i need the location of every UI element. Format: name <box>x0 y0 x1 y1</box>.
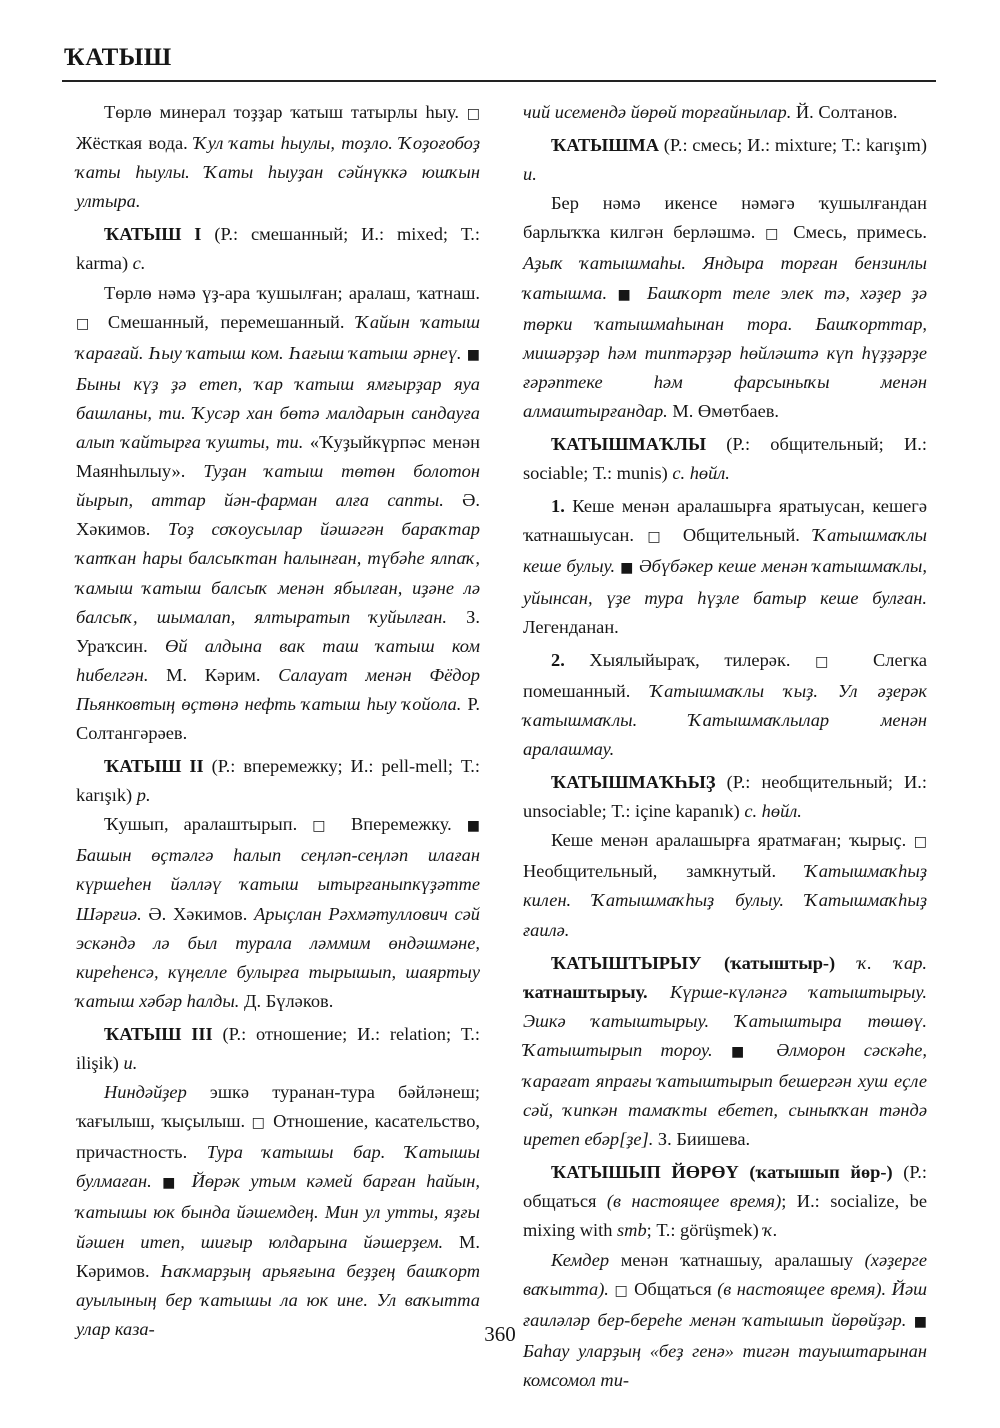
text-run: Й. Солтанов. <box>791 102 898 122</box>
quotation-marker: ■ <box>620 560 634 577</box>
dictionary-paragraph <box>523 826 927 944</box>
example-text: Ҡул ҡаты һыулы, тоҙло. Ҡоҙоғобоҙ ҡаты һыулы. Ҡаты һыуҙан сәйнүккә юшҡын ултыра. <box>76 133 480 212</box>
example-text: Йөрәк утым кәмей барған һайын, ҡатышы юк бында йәшемдең. Мин ул утты, яҙғы йәшен итеп, шиғыр юлдарына йәшерҙем. <box>76 1171 480 1252</box>
text-run: М. Өмөтбаев. <box>667 400 780 421</box>
example-text: (в настоящее время). Йәш ғаиләләр бер-береһе менән ҡатышып йөрөйҙәр. <box>523 1278 927 1330</box>
grammar-abbreviation: и. <box>123 1053 138 1073</box>
example-text: Быны күҙ ҙә етеп, ҡар ҡатыш ямғырҙар яуа башланы, ти. Ҡусәр хан бөтә малдарын сандауға алып ҡайтырға ҡушты, ти. <box>76 373 480 453</box>
quotation-marker: ■ <box>913 1313 928 1330</box>
dictionary-paragraph <box>523 131 927 189</box>
translation-marker: □ <box>251 1115 267 1132</box>
text-run: (Р.: отношение; И.: relation; Т.: ilişik) <box>76 1023 480 1073</box>
example-text: Һаҡмарҙың арьяғына беҙҙең башҡорт ауылының бер ҡатышы ла юк ине. Ул ваҡытта улар каза- <box>76 1260 480 1339</box>
example-text: Салауат менән Фёдор Пьянковтың өҫтөнә нефть ҡатыш һыу ҡойола. <box>76 664 480 714</box>
text-run <box>181 1171 191 1191</box>
headword: ҠАТЫШТЫРЫУ (ҡатыштыр-) <box>551 952 836 973</box>
text-run <box>713 1040 731 1060</box>
text-run: Төрлө нәмә үҙ-ара ҡушылған; аралаш, ҡатнаш. <box>104 282 480 303</box>
text-run: Хыялыйыраҡ, тилерәк. <box>564 649 816 670</box>
dictionary-paragraph <box>76 752 480 810</box>
text-run <box>648 982 670 1002</box>
headword: ҡатнаштырыу. <box>523 981 648 1002</box>
example-text: Өй алдына вак таш ҡатыш ком һибелгән. <box>76 635 480 685</box>
text-run: Бер нәмә икенсе нәмәгә ҡушылғандан барлыҡҡа килгән берләшмә. <box>523 193 927 243</box>
text-run <box>758 1040 776 1060</box>
page-number: 360 <box>484 1322 516 1346</box>
text-run: менән ҡатнашыу, аралашыу <box>609 1249 865 1270</box>
example-text: Ҡатышмаҡлы кеше булыу. <box>523 525 927 577</box>
dictionary-paragraph <box>76 1020 480 1078</box>
headword: ҠАТЫШМА <box>551 135 660 156</box>
dictionary-paragraph <box>523 430 927 488</box>
quotation-marker: ■ <box>466 346 480 363</box>
translation-marker: □ <box>466 106 480 122</box>
dictionary-paragraph <box>76 279 480 749</box>
text-run <box>607 283 617 303</box>
grammar-abbreviation: с. һөйл. <box>672 463 730 484</box>
dictionary-paragraph <box>523 492 927 641</box>
header-rule <box>62 80 936 82</box>
dictionary-paragraph <box>76 98 480 216</box>
example-text: Тура ҡатышы бар. Ҡатышы булмаған. <box>76 1142 480 1192</box>
text-run: Кеше менән аралашырға яратмаған; ҡырыҫ. <box>551 830 914 851</box>
translation-marker: □ <box>913 834 927 851</box>
text-run: Легенданан. <box>523 616 619 637</box>
dictionary-paragraph <box>523 646 927 764</box>
text-run: З. Ураҡсин. <box>76 606 480 656</box>
grammar-abbreviation: с. <box>132 253 146 274</box>
text-run: (Р.: общительный; И.: sociable; Т.: munis) <box>523 434 927 484</box>
example-text: Тоҙ соҡоусылар йәшәгән бараҡтар ҡатҡан һары балсыҡтан һалынған, түбәһе ялпаҡ, ҡамыш ҡатыш балсыҡ менән ябылған, иҙәне лә балсыҡ, шымалап, ялтыратып ҡуйылған. <box>76 519 480 627</box>
example-text: чий исемендә йөрөй торғайнылар. <box>523 102 792 122</box>
example-text: Баһау уларҙың «беҙ генә» тигән тауыштарынан комсомол ти- <box>523 1340 927 1390</box>
example-text: Туҙан ҡатыш төтөн болотон йырып, аттар йән-фарман алға сапты. <box>76 461 480 511</box>
text-run: «Ҡуҙыйкүрпәс менән Маянһылыу». <box>76 432 480 482</box>
translation-marker: □ <box>647 529 670 546</box>
grammar-abbreviation: р. <box>136 785 151 806</box>
quotation-marker: ■ <box>730 1043 758 1060</box>
right-column <box>523 98 927 1395</box>
dictionary-paragraph <box>523 1246 927 1395</box>
text-run: (Р.: смесь; И.: mixture; Т.: karışım) <box>659 135 927 156</box>
text-run: Общаться <box>628 1278 718 1299</box>
translation-marker: □ <box>312 818 336 835</box>
text-run: Ә. Хәкимов. <box>141 903 255 924</box>
text-run: (Р.: вперемежку; И.: pell-mell; Т.: karışık) <box>76 756 481 806</box>
text-run: ; И.: socialize, be mixing with <box>523 1191 927 1241</box>
text-run: М. Кәрим. <box>148 664 279 685</box>
example-text: Башҡорт теле элек тә, хәҙер ҙә төрки ҡатышмаһынан тора. Башҡорттар, мишәрҙәр һәм типтәрҙәр һөйләштә күп һүҙҙәрҙе ғәрәптеке һәм фарсыныҡы менән алмаштырғандар. <box>523 282 927 421</box>
dictionary-paragraph <box>523 1158 927 1245</box>
example-text: Әлморон сәскәһе, ҡарағат япрағы ҡатыштырып бешергән хуш еҫле сәй, ҡипкән тамаҡты ебетеп, сыныҡҡан тәндә иретеп ебәр[ҙе]. <box>523 1039 927 1150</box>
text-run: Төрлө минерал тоҙҙар ҡатыш татырлы һыу. <box>104 102 467 122</box>
text-run: ; Т.: görüşmek) <box>646 1220 764 1241</box>
example-text: (хәҙерге ваҡытта). <box>523 1249 927 1299</box>
text-run: Кеше менән аралашырға яратыусан, кешегә ҡатнашыусан. <box>523 496 927 546</box>
dictionary-paragraph <box>523 98 927 127</box>
quotation-marker: ■ <box>162 1175 182 1192</box>
quotation-marker: ■ <box>466 818 480 835</box>
quotation-marker: ■ <box>617 286 637 303</box>
headword: ҠАТЫШМАҠЛЫ <box>551 434 707 455</box>
example-text: Башын өҫтәлгә һалып сеңләп-сеңләп илаған күршеһен йәлләү ҡатыш ытырғаныпкүҙәтте Шәрғиә. <box>76 845 480 924</box>
text-run: Общительный. <box>669 525 814 546</box>
example-text: Ҡатышмаҡлы ҡыҙ. Ул әҙерәк ҡатышмаҡлы. Ҡатышмаҡлылар менән аралашмау. <box>523 680 927 759</box>
headword: ҠАТЫШ I <box>104 224 202 245</box>
text-run: Отношение, касательство, причастность. <box>76 1111 480 1163</box>
example-text: Күрше-күләнгә ҡатыштырыу. Эшкә ҡатыштырыу. Ҡатыштыра төшөү. Ҡатыштырып тороу. <box>523 981 927 1060</box>
translation-marker: □ <box>765 226 784 243</box>
headword: ҠАТЫШ III <box>104 1023 213 1044</box>
text-run: З. Биишева. <box>653 1129 751 1150</box>
grammar-abbreviation: ҡ. <box>763 1220 778 1241</box>
text-run <box>835 953 857 973</box>
grammar-abbreviation: ҡ. ҡар. <box>857 952 927 973</box>
text-run: Ә. Хәкимов. <box>76 490 480 540</box>
example-text: Кемдер <box>551 1249 610 1270</box>
example-text: Ҡатышмаҡһыҙ килен. Ҡатышмаҡһыҙ булыу. Ҡатышмаҡһыҙ ғаилә. <box>523 861 927 940</box>
text-run: (Р.: необщительный; И.: unsociable; Т.: içine kapanık) <box>523 772 927 822</box>
text-run: Р. Солтангәрәев. <box>76 693 481 743</box>
example-text: smb <box>617 1220 647 1241</box>
example-text: Әбүбәкер кеше менән ҡатышмаҡлы, уйынсан, үҙе тура һүҙле батыр кеше булған. <box>523 556 927 608</box>
running-head: ҠАТЫШ <box>64 44 172 71</box>
translation-marker: □ <box>614 1282 629 1299</box>
text-run: Вперемежку. <box>335 814 467 835</box>
text-run: Ҡушып, аралаштырып. <box>104 814 313 835</box>
dictionary-paragraph <box>523 768 927 826</box>
text-run: (Р.: смешанный; И.: mixed; Т.: karma) <box>76 224 480 274</box>
text-run <box>637 283 647 303</box>
text-run: Необщительный, замкнутый. <box>523 861 805 882</box>
headword: 1. <box>551 496 565 517</box>
dictionary-paragraph <box>76 810 480 1016</box>
dictionary-paragraph <box>523 949 927 1155</box>
example-text: Ниндәйҙер <box>104 1082 187 1103</box>
grammar-abbreviation: и. <box>523 164 537 185</box>
headword: ҠАТЫШЫП ЙӨРӨҮ (ҡатышып йөр-) <box>551 1162 893 1183</box>
headword: ҠАТЫШ II <box>104 756 204 777</box>
translation-marker: □ <box>815 653 849 670</box>
dictionary-paragraph <box>76 1078 480 1344</box>
text-run <box>152 1171 162 1191</box>
example-text: Ҡайын ҡатыш ҡарағай. Һыу ҡатыш ком. Һағыш ҡатыш әрнеү. <box>76 311 480 363</box>
text-run: (Р.: общаться <box>523 1162 927 1212</box>
example-text: Аҙыҡ ҡатышмаһы. Яндыра торған бензинлы ҡатышма. <box>523 253 927 303</box>
example-text: (в настоящее время) <box>606 1191 782 1212</box>
dictionary-paragraph <box>523 189 927 426</box>
text-run: Смешанный, перемешанный. <box>96 311 357 332</box>
example-text: Арыҫлан Рәхмәтуллович сәй эскәндә лә был турала ләммим өндәшмәне, киреһенсә, күңелле булырға тырышып, шаяртыу ҡатыш хәбәр һалды. <box>76 903 480 1011</box>
text-run: М. Кәримов. <box>76 1231 480 1281</box>
headword: ҠАТЫШМАҠҺЫҘ <box>551 772 716 793</box>
text-run: Смесь, примесь. <box>783 222 927 243</box>
headword: 2. <box>551 649 565 670</box>
grammar-abbreviation: с. һөйл. <box>744 801 802 822</box>
text-run: Слегка помешанный. <box>523 649 927 701</box>
text-run: эшкә туранан-тура бәйләнеш; ҡағылыш, ҡыҫылыш. <box>76 1082 480 1132</box>
translation-marker: □ <box>76 315 97 332</box>
dictionary-paragraph <box>76 220 480 278</box>
text-run: Д. Бүләков. <box>239 990 334 1011</box>
text-run: Жёсткая вода. <box>76 133 194 154</box>
left-column <box>76 98 480 1344</box>
